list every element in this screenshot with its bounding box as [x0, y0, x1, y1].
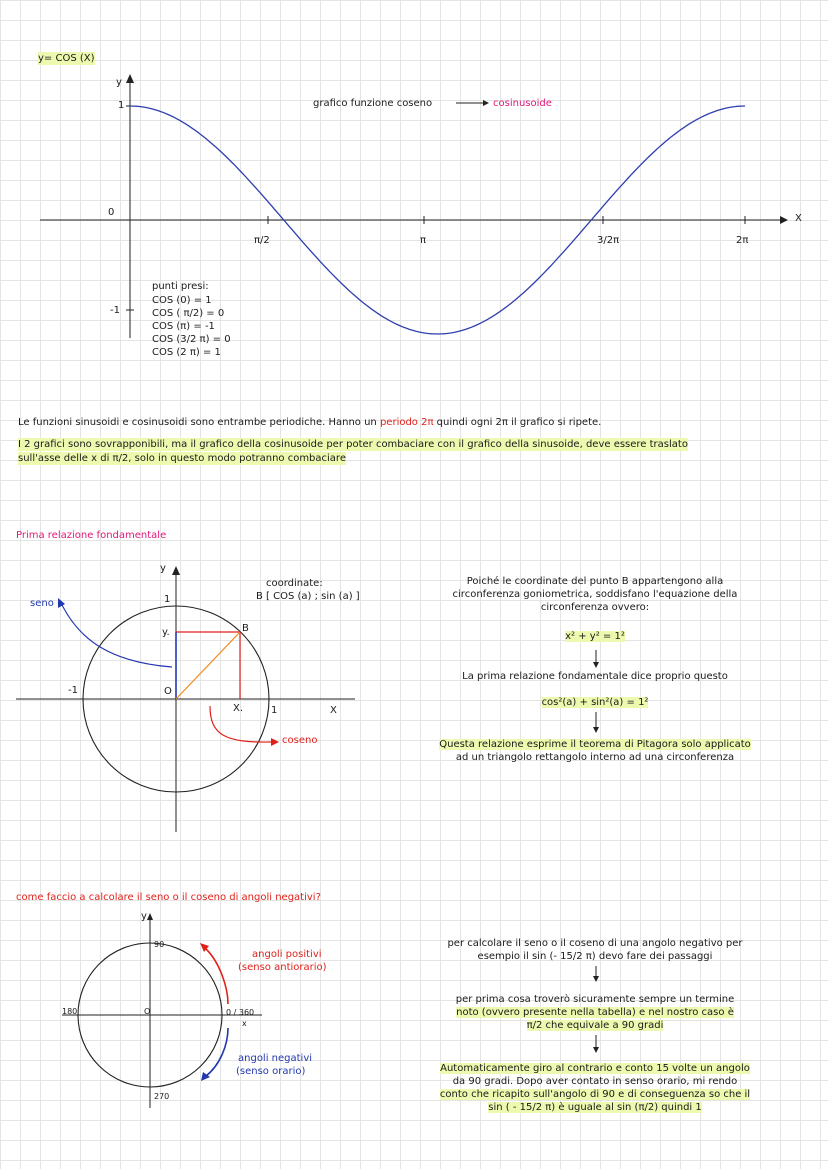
explain-line-2: circonferenza goniometrica, soddisfano l'equazione della [452, 589, 738, 600]
angle-90-label: 90 [154, 940, 165, 949]
x0-label: X. [233, 703, 244, 714]
step3-line-1: Automaticamente giro al contrario e conto 15 volte un angolo [440, 1063, 750, 1074]
graph-target: cosinusoide [493, 98, 552, 109]
negative-angles-line1: angoli negativi [238, 1053, 313, 1064]
y-axis-label: y [160, 563, 166, 574]
conclusion-line-2: ad un triangolo rettangolo interno ad una circonferenza [455, 752, 735, 763]
middle-text: La prima relazione fondamentale dice proprio questo [462, 671, 728, 682]
point-2: COS ( π/2) = 0 [152, 308, 225, 319]
y-axis-label: y [141, 911, 147, 922]
origin-label: O [164, 686, 172, 697]
y-tick-0: 0 [108, 207, 115, 218]
arrow-down-icon [593, 1047, 599, 1053]
x-tick-pi: π [420, 235, 427, 246]
section-title-negative-angles: come faccio a calcolare il seno o il coseno di angoli negativi? [16, 892, 321, 903]
paragraph-periodic: Le funzioni sinusoidi e cosinusoidi sono entrambe periodiche. Hanno un periodo 2π quindi ogni 2π il grafico si ripete. [18, 417, 602, 428]
angle-270-label: 270 [154, 1092, 170, 1101]
coordinates-title: coordinate: [266, 578, 323, 589]
coordinates-value: B [ COS (a) ; sin (a) ] [256, 591, 360, 602]
point-3: COS (π) = -1 [152, 321, 215, 332]
positive-angles-line2: (senso antiorario) [238, 962, 327, 973]
negative-angles-line2: (senso orario) [236, 1066, 306, 1077]
y-axis-arrow-icon [147, 913, 153, 920]
equation-circle: x² + y² = 1² [565, 631, 625, 642]
tick-1-top: 1 [164, 594, 171, 605]
tick-1-right: 1 [271, 705, 278, 716]
x-axis-label: X [795, 213, 802, 224]
coseno-label: coseno [282, 735, 318, 746]
y0-label: y. [162, 627, 170, 638]
x-tick-pi-half: π/2 [254, 235, 270, 246]
seno-label: seno [30, 598, 54, 609]
step3-line-3: conto che ricapito sull'angolo di 90 e di conseguenza so che il [439, 1089, 751, 1100]
section-title-cos: y= COS (X) [38, 53, 95, 64]
step3-line-4: sin ( - 15/2 π) è uguale al sin (π/2) quindi 1 [488, 1102, 702, 1113]
step3-line-2: da 90 gradi. Dopo aver contato in senso orario, mi rendo [452, 1076, 738, 1087]
step2-line-3: π/2 che equivale a 90 gradi [526, 1020, 664, 1031]
positive-angles-line1: angoli positivi [252, 949, 322, 960]
section-title-relation: Prima relazione fondamentale [16, 530, 167, 541]
tick-minus1: -1 [68, 685, 78, 696]
angle-180-label: 180 [62, 1007, 78, 1016]
point-4: COS (3/2 π) = 0 [152, 334, 231, 345]
y-axis-label: y [116, 77, 122, 88]
y-tick-minus1: -1 [110, 305, 120, 316]
x-tick-3pi-half: 3/2π [597, 235, 620, 246]
step1-line-2: esempio il sin (- 15/2 π) devo fare dei passaggi [477, 951, 713, 962]
step2-line-2: noto (ovvero presente nella tabella) e nel nostro caso è [456, 1007, 734, 1018]
paragraph-translate-line2: sull'asse delle x di π/2, solo in questo modo potranno combaciare [18, 453, 346, 464]
arrow-down-icon [593, 976, 599, 982]
x-axis-label: x [242, 1019, 247, 1028]
points-title: punti presi: [152, 281, 209, 292]
explain-line-1: Poiché le coordinate del punto B appartengono alla [466, 576, 724, 587]
x-axis-label: X [330, 705, 337, 716]
angle-0-360-label: 0 / 360 [226, 1008, 255, 1017]
point-1: COS (0) = 1 [152, 295, 212, 306]
equation-trig: cos²(a) + sin²(a) = 1² [541, 697, 649, 708]
paragraph-translate-line1: I 2 grafici sono sovrapponibili, ma il grafico della cosinusoide per poter combaciare con il grafico della sinusoide, deve essere traslato [18, 439, 688, 450]
y-tick-1: 1 [118, 100, 125, 111]
conclusion-line-1: Questa relazione esprime il teorema di Pitagora solo applicato [439, 739, 751, 750]
graph-title: grafico funzione coseno [313, 98, 433, 109]
x-tick-2pi: 2π [736, 235, 749, 246]
step1-line-1: per calcolare il seno o il coseno di una angolo negativo per [447, 938, 743, 949]
point-b-label: B [242, 623, 249, 634]
origin-label: O [144, 1007, 151, 1016]
step2-line-1: per prima cosa troverò sicuramente sempre un termine [455, 994, 735, 1005]
point-5: COS (2 π) = 1 [152, 347, 221, 358]
explain-line-3: circonferenza ovvero: [540, 602, 650, 613]
